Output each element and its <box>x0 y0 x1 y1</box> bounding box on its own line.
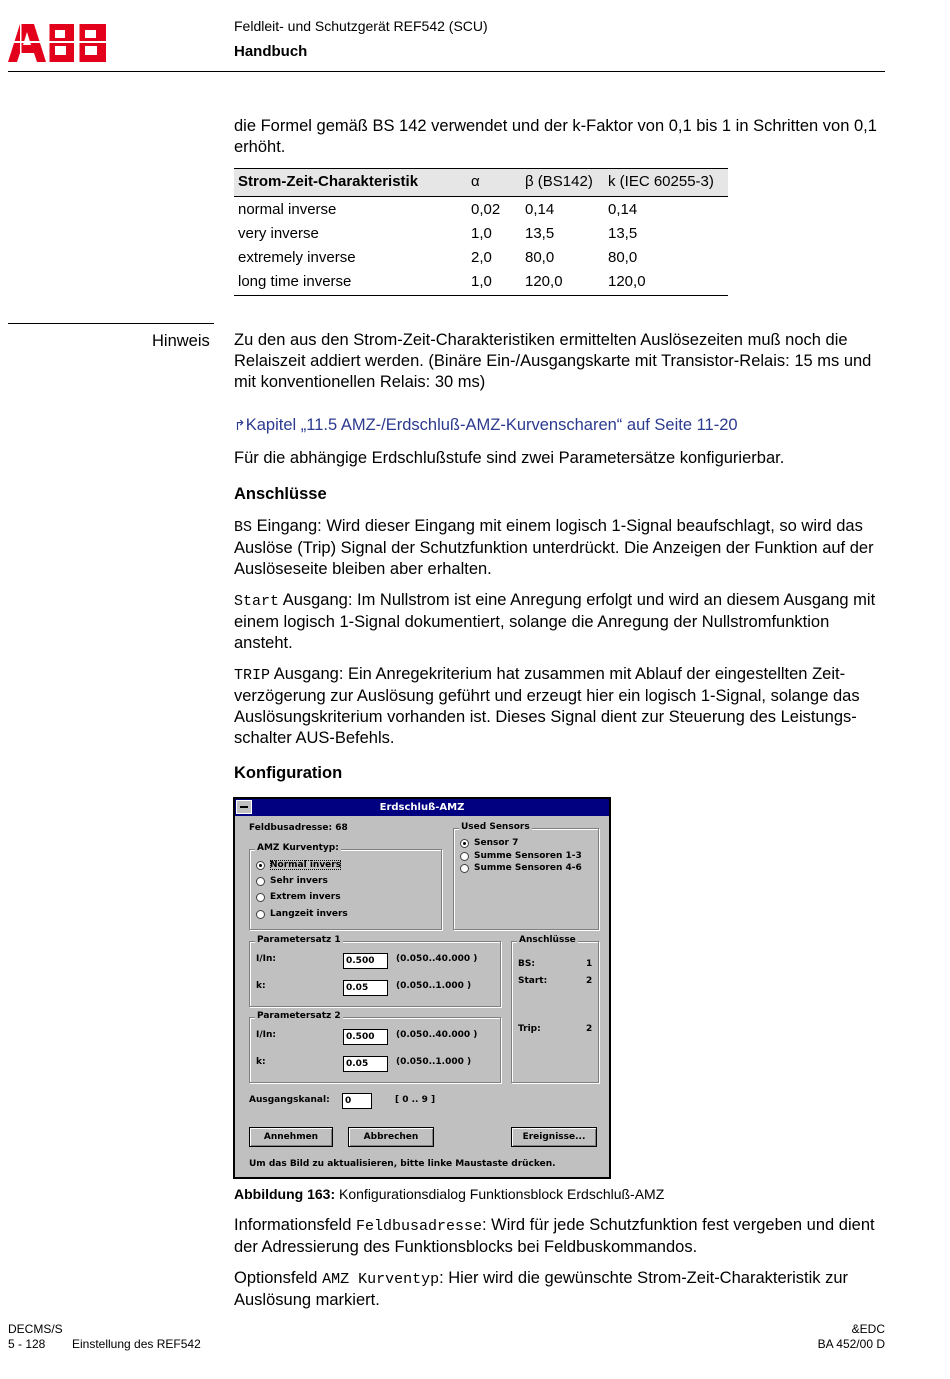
erdschluss-dialog <box>233 797 611 1179</box>
dialog-titlebar <box>235 799 609 816</box>
footer-section: Einstellung des REF542 <box>72 1337 201 1351</box>
option-post: : Hier wird die gewünschte Strom-Zeit-Charakteristik zur Auslösung markiert. <box>234 1269 849 1309</box>
option-normal-invers[interactable]: Normal invers <box>270 860 342 870</box>
start-text: Ausgang: Im Nullstrom ist eine Anregung erfolgt und wird an diesem Ausgang mit einem logisch 1-Signal dokumentiert, solange die Anregung der Nullstromfunktion ansteht. <box>234 591 876 652</box>
info-post: : Wird für jede Schutzfunktion fest vergeben und dient der Adressierung des Funktionsblocks bei Feldbuskommandos. <box>234 1216 875 1256</box>
figure-label: Abbildung 163: <box>234 1186 336 1202</box>
figure-text: Konfigurationsdialog Funktionsblock Erdschluß-AMZ <box>335 1186 665 1202</box>
k-range: (0.050..1.000 ) <box>396 1057 472 1067</box>
intro-paragraph: die Formel gemäß BS 142 verwendet und der k-Faktor von 0,1 bis 1 in Schritten von 0,1 erhöht. <box>234 117 877 156</box>
ausgangskanal-input[interactable]: 0 <box>342 1093 372 1109</box>
table-cell: 80,0 <box>608 248 638 266</box>
k-label: k: <box>256 981 266 991</box>
hinweis-text: Zu den aus den Strom-Zeit-Charakteristiken ermittelten Auslösezeiten muß noch die Relaiszeit addiert werden. (Binäre Ein-/Ausgangskarte mit Transistor-Relais: 15 ms und mit konventionellen Relais: 30 ms) <box>234 331 872 391</box>
chapter-link-text: Kapitel „11.5 AMZ-/Erdschluß-AMZ-Kurvenscharen“ auf Seite 11-20 <box>245 416 738 434</box>
trip-value: 2 <box>586 1024 593 1034</box>
table-cell: long time inverse <box>234 269 467 296</box>
start-value: 2 <box>586 976 593 986</box>
iin-label: I/In: <box>256 954 276 964</box>
iin-label: I/In: <box>256 1030 276 1040</box>
info-code: Feldbusadresse <box>355 1218 483 1235</box>
amz-group-label: AMZ Kurventyp: <box>257 843 339 853</box>
figure-caption <box>234 1186 664 1202</box>
table-cell: 13,5 <box>608 224 638 242</box>
anschluesse-group-label: Anschlüsse <box>519 935 576 945</box>
trip-code: TRIP <box>234 667 271 684</box>
info-paragraph <box>234 1215 889 1258</box>
table-cell: 2,0 <box>471 248 492 266</box>
sensors-group <box>453 822 599 930</box>
table-cell: 1,0 <box>471 224 492 242</box>
table-row <box>234 245 728 269</box>
table-cell: normal inverse <box>238 200 337 218</box>
bs-label: BS: <box>518 959 535 969</box>
option-summe-4-6[interactable]: Summe Sensoren 4-6 <box>474 863 582 873</box>
chapter-link[interactable] <box>234 415 889 436</box>
iin-range: (0.050..40.000 ) <box>396 954 478 964</box>
document-subtitle: Handbuch <box>234 43 308 60</box>
table-cell: 0,02 <box>471 200 501 218</box>
anschluesse-group <box>511 935 599 1083</box>
table-header-row <box>234 169 728 197</box>
radio-langzeit-invers[interactable] <box>256 910 265 919</box>
ps2-iin-input[interactable]: 0.500 <box>343 1029 388 1045</box>
annehmen-button[interactable]: Annehmen <box>249 1127 333 1147</box>
radio-normal-invers[interactable] <box>256 861 265 870</box>
system-menu-icon[interactable] <box>236 800 252 814</box>
k-range: (0.050..1.000 ) <box>396 981 472 991</box>
bs-value: 1 <box>586 959 593 969</box>
ausgangskanal-range: [ 0 .. 9 ] <box>395 1095 436 1105</box>
ps1-k-input[interactable]: 0.05 <box>343 980 388 996</box>
start-paragraph <box>234 590 889 654</box>
table-cell: 80,0 <box>525 248 555 266</box>
radio-sehr-invers[interactable] <box>256 877 265 886</box>
anschluesse-heading: Anschlüsse <box>234 485 327 503</box>
info-pre: Informationsfeld <box>234 1216 356 1234</box>
table-row <box>234 269 728 296</box>
start-label: Start: <box>518 976 548 986</box>
feldbus-label: Feldbusadresse: 68 <box>249 823 348 833</box>
k-label: k: <box>256 1057 266 1067</box>
radio-summe-1-3[interactable] <box>460 852 469 861</box>
hinweis-rule <box>8 323 214 324</box>
ps2-k-input[interactable]: 0.05 <box>343 1056 388 1072</box>
status-text: Um das Bild zu aktualisieren, bitte linke Maustaste drücken. <box>249 1159 556 1169</box>
table-cell: very inverse <box>238 224 319 242</box>
radio-sensor-7[interactable] <box>460 839 469 848</box>
table-cell: 120,0 <box>604 269 728 296</box>
option-code: AMZ Kurventyp <box>322 1271 440 1288</box>
table-cell: 0,14 <box>525 200 555 218</box>
footer-docnumber: BA 452/00 D <box>817 1337 885 1351</box>
footer-dept: DECMS/S <box>8 1322 63 1336</box>
option-langzeit-invers[interactable]: Langzeit invers <box>270 909 348 919</box>
table-header-cell: β (BS142) <box>521 169 604 197</box>
ausgangskanal-label: Ausgangskanal: <box>249 1095 330 1105</box>
footer-page-number: 5 - 128 <box>8 1337 46 1351</box>
radio-summe-4-6[interactable] <box>460 864 469 873</box>
table-cell: 0,14 <box>608 200 638 218</box>
option-sensor-7[interactable]: Sensor 7 <box>474 838 519 848</box>
characteristics-table <box>234 168 728 296</box>
dialog-title: Erdschluß-AMZ <box>379 802 465 813</box>
table-row <box>234 197 728 222</box>
bs-paragraph <box>234 516 889 580</box>
table-header-cell: k (IEC 60255-3) <box>604 169 728 197</box>
trip-paragraph <box>234 664 889 749</box>
ps1-iin-input[interactable]: 0.500 <box>343 953 388 969</box>
amz-group <box>249 843 442 930</box>
table-cell: 13,5 <box>525 224 555 242</box>
radio-extrem-invers[interactable] <box>256 893 265 902</box>
option-paragraph <box>234 1268 889 1311</box>
parametersatz-2-group <box>249 1011 501 1083</box>
iin-range: (0.050..40.000 ) <box>396 1030 478 1040</box>
option-extrem-invers[interactable]: Extrem invers <box>270 892 341 902</box>
table-cell: 120,0 <box>521 269 604 296</box>
table-cell: extremely inverse <box>238 248 356 266</box>
parametersatz-1-group <box>249 935 501 1007</box>
option-summe-1-3[interactable]: Summe Sensoren 1-3 <box>474 851 582 861</box>
option-pre: Optionsfeld <box>234 1269 323 1287</box>
footer-edc: &EDC <box>851 1322 885 1336</box>
table-header-cell: α <box>467 169 521 197</box>
option-sehr-invers[interactable]: Sehr invers <box>270 876 328 886</box>
abbrechen-button[interactable]: Abbrechen <box>348 1127 434 1147</box>
trip-label: Trip: <box>518 1024 541 1034</box>
arrow-icon: ↱ <box>234 417 246 433</box>
ereignisse-button[interactable]: Ereignisse... <box>511 1127 597 1147</box>
start-code: Start <box>234 593 280 610</box>
parametersatz-2-label: Parametersatz 2 <box>257 1011 341 1021</box>
bs-text: Eingang: Wird dieser Eingang mit einem logisch 1-Signal beaufschlagt, so wird das Auslöse (Trip) Signal der Schutzfunktion unterdrückt. Die Anzeigen der Funktion auf der Auslöseseite bleiben aber erhalten. <box>234 517 874 578</box>
document-title: Feldleit- und Schutzgerät REF542 (SCU) <box>234 18 488 34</box>
parametersatz-1-label: Parametersatz 1 <box>257 935 341 945</box>
abb-logo <box>8 24 106 62</box>
header-rule <box>8 71 885 72</box>
sensors-group-label: Used Sensors <box>461 822 530 832</box>
table-cell: 1,0 <box>467 269 521 296</box>
parameter-paragraph: Für die abhängige Erdschlußstufe sind zwei Parametersätze konfigurierbar. <box>234 449 785 467</box>
table-row <box>234 221 728 245</box>
bs-code: BS <box>234 519 253 536</box>
trip-text: Ausgang: Ein Anregekriterium hat zusammen mit Ablauf der eingestellten Zeit-verzögerung zur Auslösung geführt und erzeugt hier ein logisch 1-Signal, solange das Auslösungskriterium vorhanden ist. Dieses Signal dient zur Steuerung des Leistungs-schalter AUS-Befehls. <box>234 665 860 747</box>
hinweis-label: Hinweis <box>152 332 210 350</box>
konfiguration-heading: Konfiguration <box>234 764 343 782</box>
table-header-cell: Strom-Zeit-Charakteristik <box>234 169 467 197</box>
